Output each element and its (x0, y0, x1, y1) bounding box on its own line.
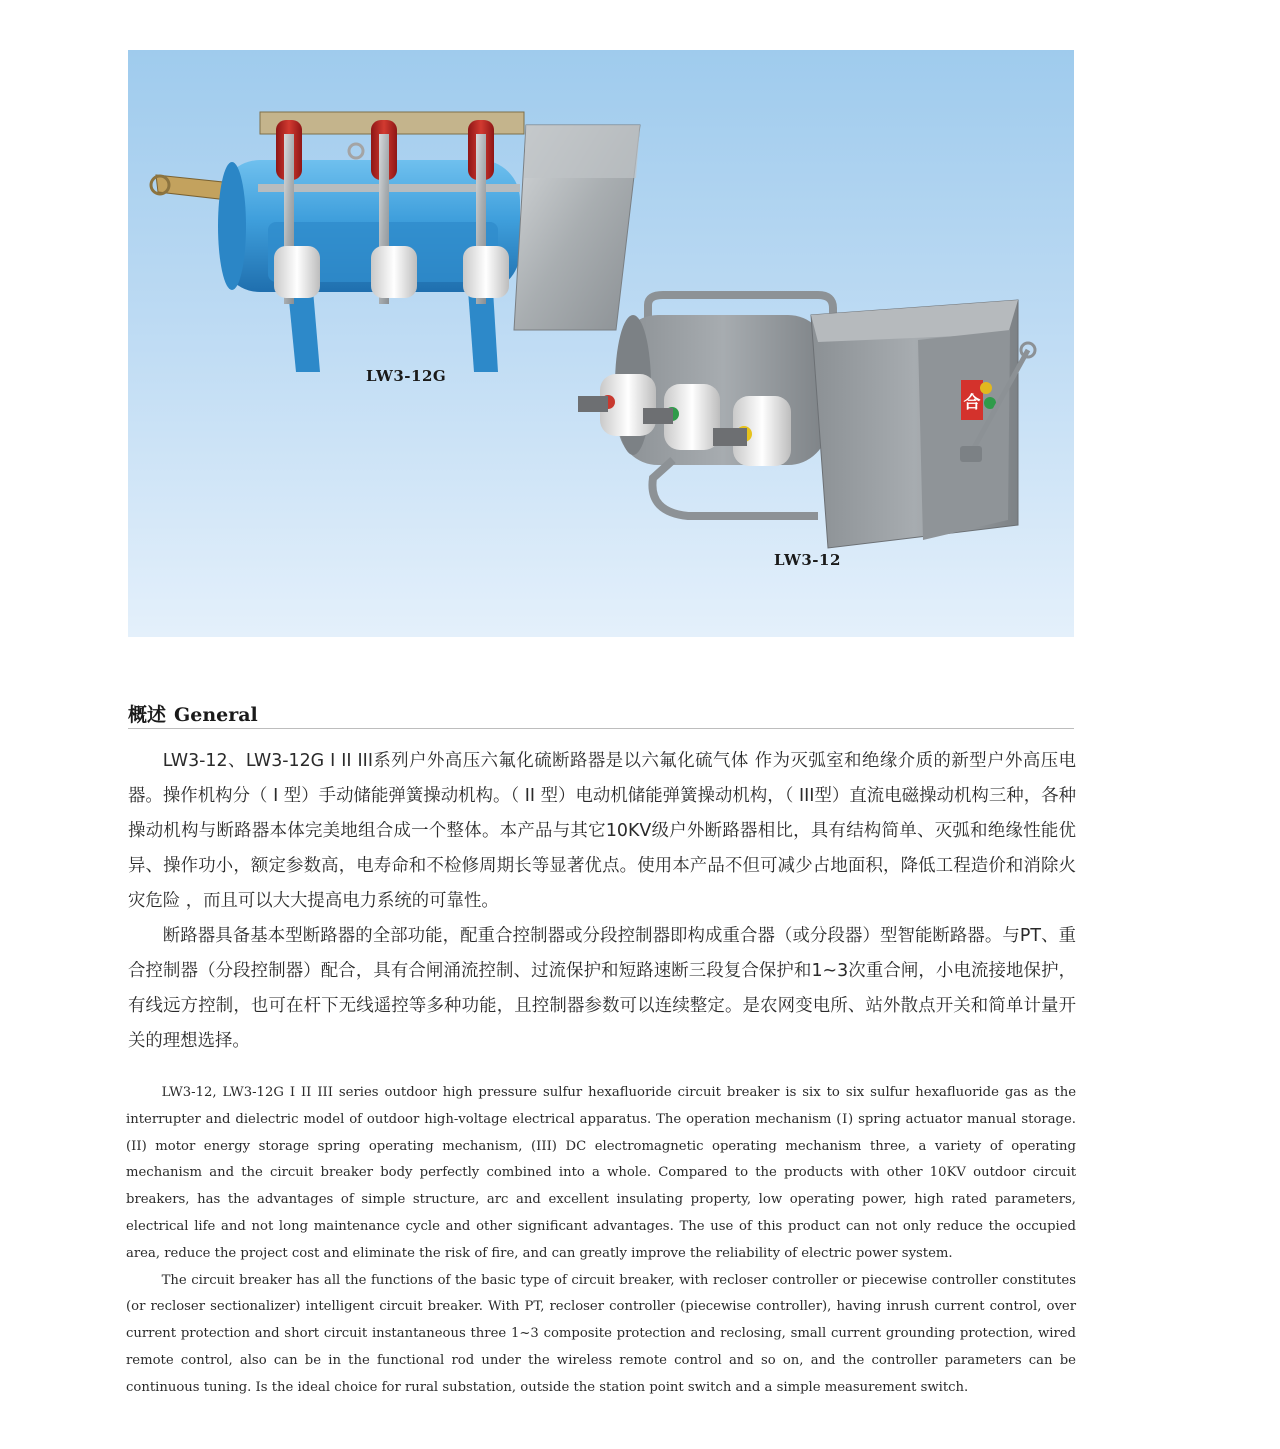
product-illustration (128, 50, 1074, 637)
lw3-12g-breaker (151, 112, 640, 372)
zh-paragraph-1: LW3-12、LW3-12G I II III系列户外高压六氟化硫断路器是以六氟化硫气体 作为灭弧室和绝缘介质的新型户外高压电器。操作机构分（ I 型）手动储能弹簧操动机构。（ II 型）电动机储能弹簧操动机构，（ III型）直流电磁操动机构三种，各种操动机构与断路器本体完美地组合成一个整体。本产品与其它10KV级户外断路器相比，具有结构简单、灭弧和绝缘性能优异、操作功小，额定参数高，电寿命和不检修周期长等显著优点。使用本产品不但可减少占地面积，降低工程造价和消除火灾危险 ，而且可以大大提高电力系统的可靠性。 (128, 751, 1076, 911)
zh-paragraph-2: 断路器具备基本型断路器的全部功能，配重合控制器或分段控制器即构成重合器（或分段器）型智能断路器。与PT、重合控制器（分段控制器）配合，具有合闸涌流控制、过流保护和短路速断三段复合保护和1~3次重合闸，小电流接地保护，有线远方控制，也可在杆下无线遥控等多种功能，且控制器参数可以连续整定。是农网变电所、站外散点开关和简单计量开关的理想选择。 (128, 926, 1076, 1051)
chinese-description (128, 744, 1076, 1059)
english-description (126, 1080, 1076, 1402)
product-photo-panel (128, 50, 1074, 637)
panel-mark-text: 合 (963, 393, 981, 413)
lw3-12-breaker (578, 295, 1035, 548)
product-label-lw3-12: LW3-12 (774, 551, 841, 569)
en-paragraph-1: LW3-12, LW3-12G I II III series outdoor high pressure sulfur hexafluoride circuit breaker is six to six sulfur hexafluoride gas as the interrupter and dielectric model of outdoor high-voltage electrical apparatus. The operation mechanism (Ⅰ) spring actuator manual storage. (II) motor energy storage spring operating mechanism, (III) DC electromagnetic operating mechanism three, a variety of operating mechanism and the circuit breaker body perfectly combined into a whole. Compared to the products with other 10KV outdoor circuit breakers, has the advantages of simple structure, arc and excellent insulating property, low operating power, high rated parameters, electrical life and not long maintenance cycle and other significant advantages. The use of this product can not only reduce the occupied area, reduce the project cost and eliminate the risk of fire, and can greatly improve the reliability of electric power system. (126, 1085, 1076, 1261)
section-title-zh: 概述 (128, 704, 167, 726)
en-paragraph-2: The circuit breaker has all the functions of the basic type of circuit breaker, with recloser controller or piecewise controller constitutes (or recloser sectionalizer) intelligent circuit breaker. With PT, recloser controller (piecewise controller), having inrush current control, over current protection and short circuit instantaneous three 1~3 composite protection and reclosing, small current grounding protection, wired remote control, also can be in the functional rod under the wireless remote control and so on, and the controller parameters can be continuous tuning. Is the ideal choice for rural substation, outside the station point switch and a simple measurement switch. (126, 1272, 1076, 1395)
product-label-lw3-12g: LW3-12G (366, 367, 447, 385)
section-heading (128, 700, 1074, 729)
section-title-en: General (174, 704, 258, 726)
